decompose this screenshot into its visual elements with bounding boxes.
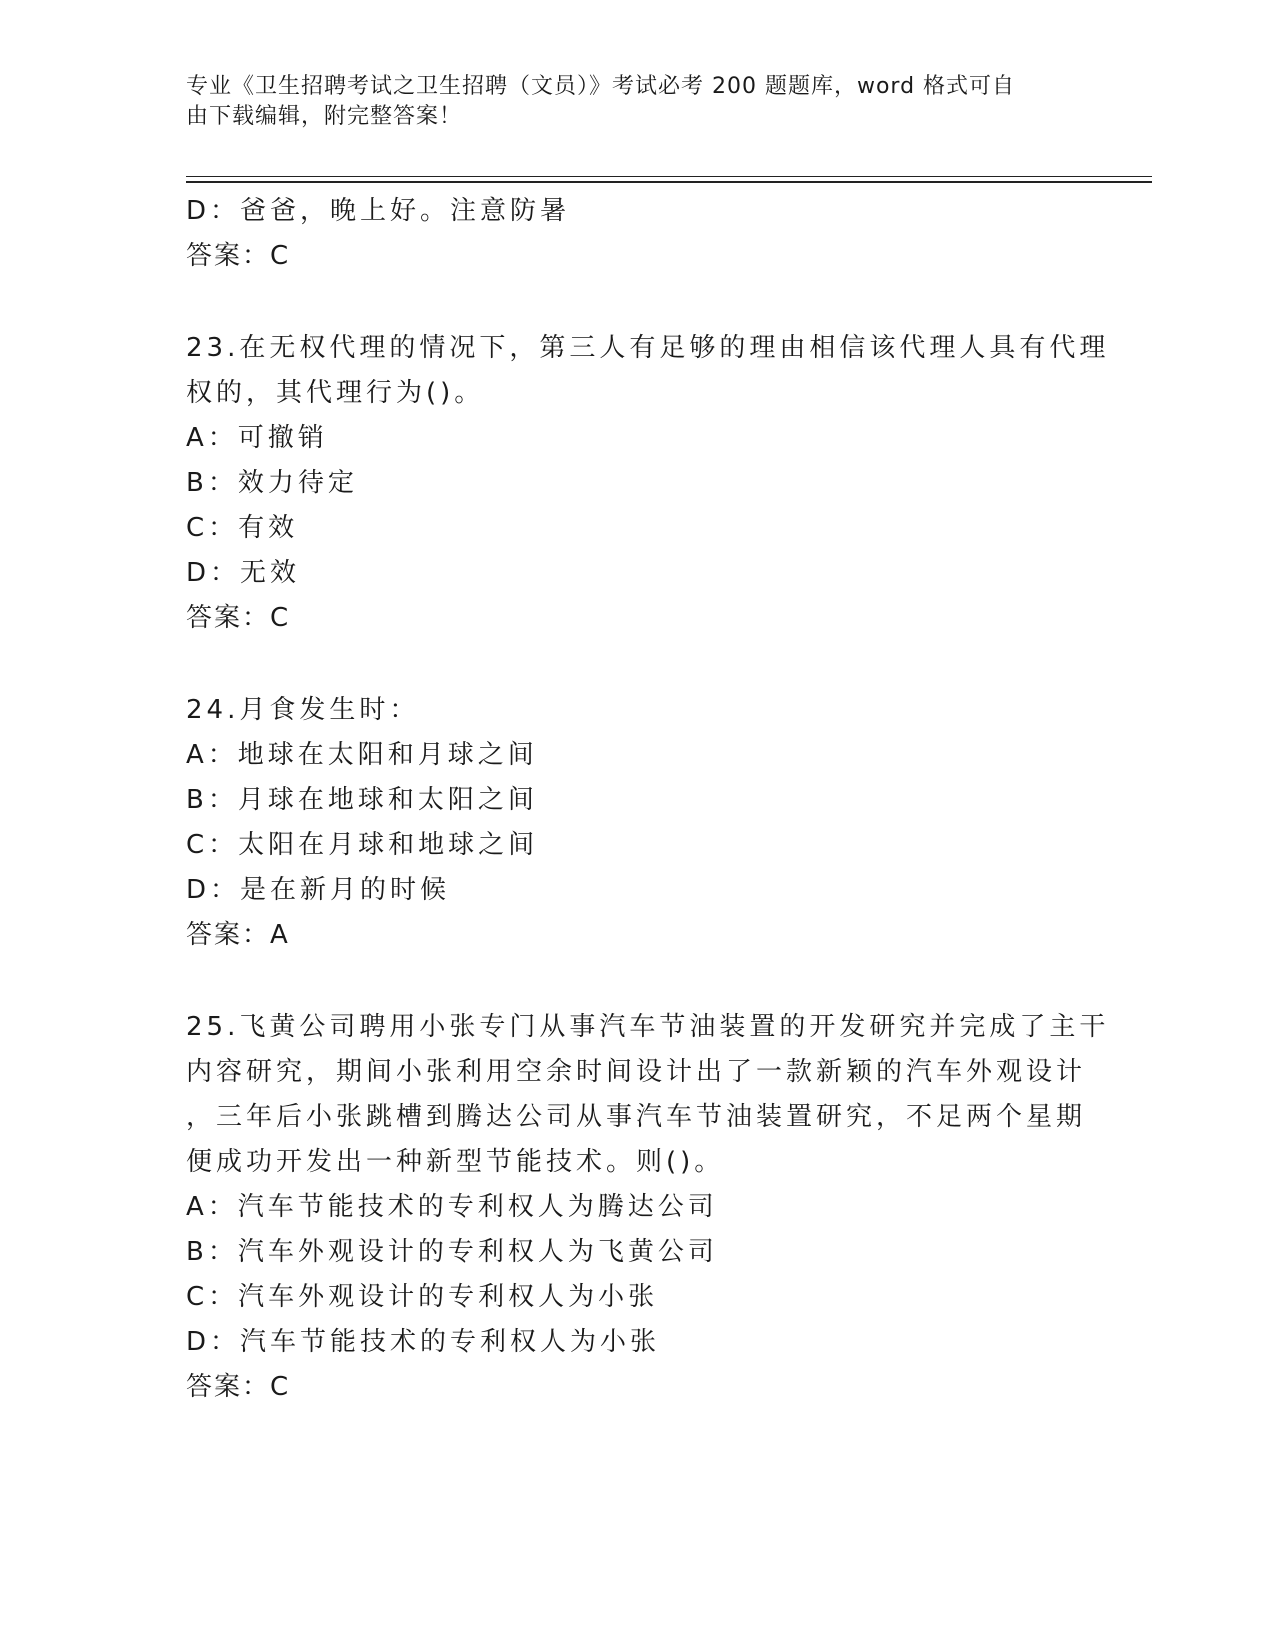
option-c: C：汽车外观设计的专利权人为小张	[186, 1282, 659, 1312]
answer-line: 答案：C	[186, 603, 291, 633]
question-text-line: 便成功开发出一种新型节能技术。则()。	[186, 1147, 725, 1177]
spacer	[186, 641, 1086, 688]
document-header	[186, 72, 1066, 132]
question-22-tail	[186, 189, 1086, 279]
option-b: B：月球在地球和太阳之间	[186, 785, 538, 815]
option-d: D：爸爸，晚上好。注意防暑	[186, 196, 571, 226]
option-d: D：汽车节能技术的专利权人为小张	[186, 1327, 661, 1357]
question-text-line: 24.月食发生时：	[186, 695, 420, 725]
question-text-line: 内容研究，期间小张利用空余时间设计出了一款新颖的汽车外观设计	[186, 1057, 1087, 1087]
answer-line: 答案：C	[186, 241, 291, 271]
question-23	[186, 326, 1110, 641]
spacer	[186, 958, 1086, 1005]
option-c: C：太阳在月球和地球之间	[186, 830, 539, 860]
option-d: D：无效	[186, 558, 301, 588]
header-divider-thin	[186, 176, 1152, 177]
option-b: B：汽车外观设计的专利权人为飞黄公司	[186, 1237, 718, 1267]
option-b: B：效力待定	[186, 468, 358, 498]
question-text-line: 23.在无权代理的情况下，第三人有足够的理由相信该代理人具有代理	[186, 333, 1110, 363]
question-text-line: ，三年后小张跳槽到腾达公司从事汽车节油装置研究，不足两个星期	[186, 1102, 1087, 1132]
option-a: A：汽车节能技术的专利权人为腾达公司	[186, 1192, 718, 1222]
question-25	[186, 1005, 1110, 1410]
option-a: A：地球在太阳和月球之间	[186, 740, 538, 770]
answer-line: 答案：A	[186, 920, 290, 950]
option-c: C：有效	[186, 513, 299, 543]
option-d: D：是在新月的时候	[186, 875, 451, 905]
question-text-line: 25.飞黄公司聘用小张专门从事汽车节油装置的开发研究并完成了主干	[186, 1012, 1110, 1042]
spacer	[186, 279, 1086, 326]
question-list	[186, 189, 1110, 1410]
header-line-2: 由下载编辑，附完整答案！	[186, 104, 463, 129]
header-line-1: 专业《卫生招聘考试之卫生招聘（文员）》考试必考 200 题题库，word 格式可自	[186, 74, 1016, 99]
option-a: A：可撤销	[186, 423, 328, 453]
question-24	[186, 688, 1086, 958]
answer-line: 答案：C	[186, 1372, 291, 1402]
header-divider-thick	[186, 181, 1152, 183]
question-text-line: 权的，其代理行为()。	[186, 378, 485, 408]
